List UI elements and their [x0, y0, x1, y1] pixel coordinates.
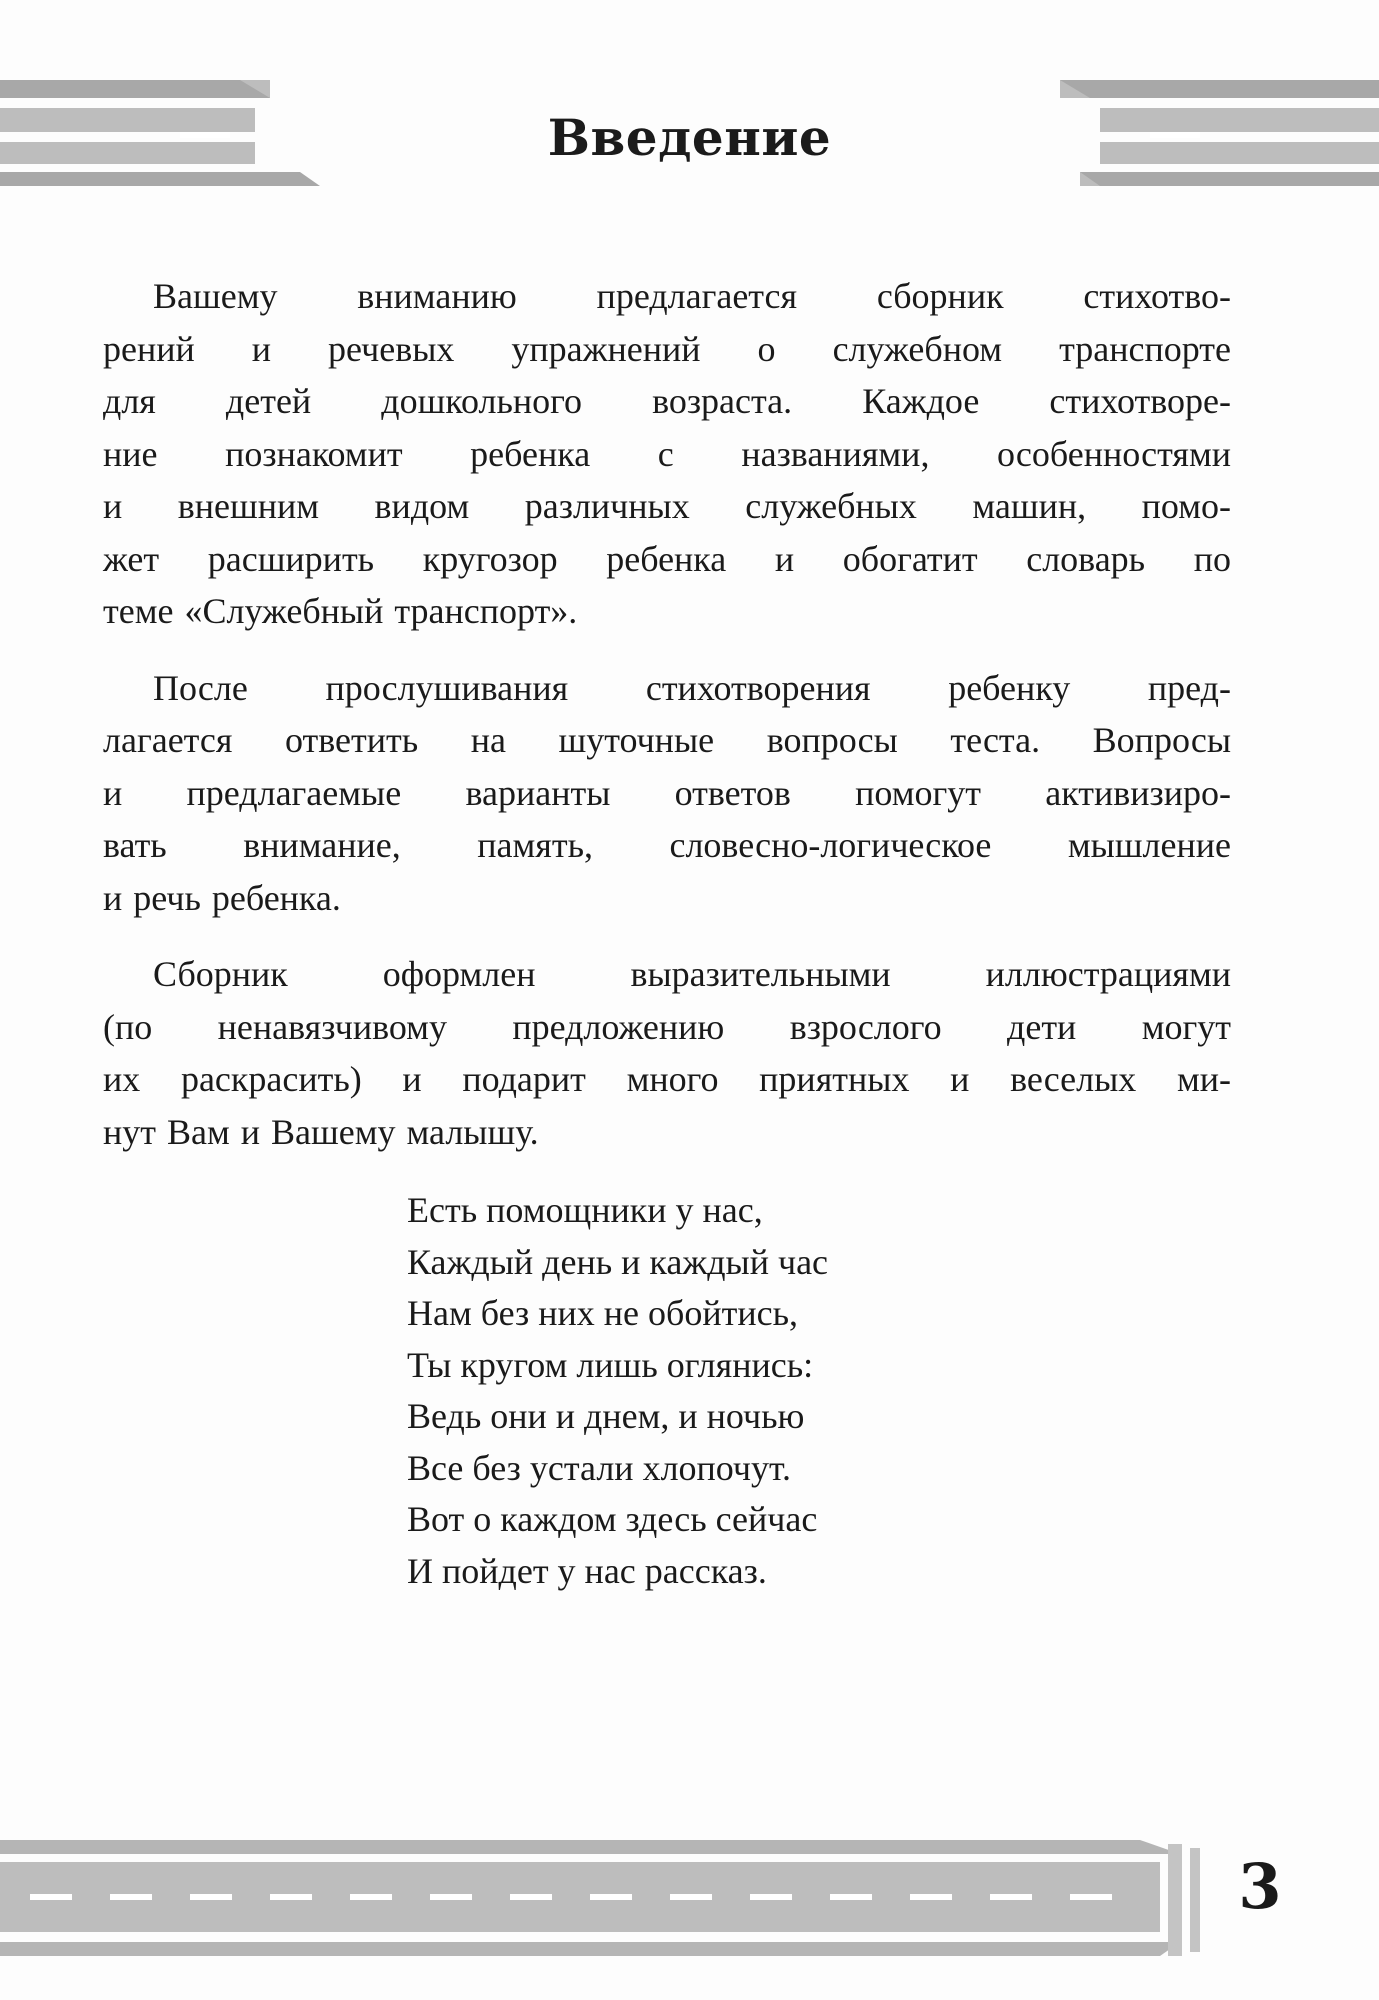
paragraph-line: После прослушивания стихотворения ребенку пред- — [153, 667, 1231, 708]
footer-stripe-bottom — [0, 1942, 1180, 1956]
paragraph-line: лагается ответить на шуточные вопросы теста. Вопросы — [103, 720, 1231, 760]
paragraph-2 — [103, 662, 1231, 925]
footer-stripes — [0, 1838, 1379, 1968]
paragraph-line: Вашему вниманию предлагается сборник стихотво- — [153, 276, 1231, 316]
header-left-stripe-bottom — [0, 172, 320, 186]
paragraph-line: рений и речевых упражнений о служебном транспорте — [103, 328, 1231, 369]
paragraph-line: нут Вам и Вашему малышу. — [103, 1111, 539, 1152]
footer-road-band — [0, 1862, 1160, 1932]
poem-line: Каждый день и каждый час — [407, 1241, 829, 1282]
poem-line: Есть помощники у нас, — [407, 1190, 763, 1230]
paragraph-line: и предлагаемые варианты ответов помогут активизиро- — [103, 772, 1231, 813]
paragraph-line: для детей дошкольного возраста. Каждое стихотворе- — [103, 381, 1231, 421]
page-title: Введение — [547, 108, 832, 167]
paragraph-line: ние познакомит ребенка с названиями, особенностями — [103, 433, 1231, 474]
paragraph-line: Сборник оформлен выразительными иллюстрациями — [153, 954, 1231, 994]
page-number: 3 — [1238, 1850, 1282, 1923]
poem — [407, 1185, 1107, 1597]
paragraph-1 — [103, 270, 1231, 638]
header-left-stripe-top — [0, 80, 270, 98]
intro-text — [103, 270, 1231, 1182]
footer-stripe-top — [0, 1840, 1180, 1854]
paragraph-line: (по ненавязчивому предложению взрослого дети могут — [103, 1006, 1231, 1047]
paragraph-3 — [103, 948, 1231, 1158]
paragraph-line: вать внимание, память, словесно-логическое мышление — [103, 825, 1231, 865]
paragraph-line: жет расширить кругозор ребенка и обогатит словарь по — [103, 538, 1231, 579]
header-right-stripe-bottom — [1080, 172, 1379, 186]
paragraph-line: теме «Служебный транспорт». — [103, 591, 578, 631]
poem-line: Нам без них не обойтись, — [407, 1293, 798, 1333]
header-right-stripe-top — [1060, 80, 1379, 98]
footer-end-bars — [1168, 1844, 1200, 1956]
poem-line: И пойдет у нас рассказ. — [407, 1550, 767, 1591]
paragraph-line: их раскрасить) и подарит много приятных и веселых ми- — [103, 1059, 1231, 1099]
footer-decoration — [0, 1838, 1379, 1968]
paragraph-line: и речь ребенка. — [103, 877, 341, 918]
paragraph-line: и внешним видом различных служебных машин, помо- — [103, 486, 1231, 526]
poem-line: Все без устали хлопочут. — [407, 1447, 791, 1488]
poem-line: Вот о каждом здесь сейчас — [407, 1499, 818, 1539]
poem-line: Ведь они и днем, и ночью — [407, 1396, 805, 1436]
poem-line: Ты кругом лишь оглянись: — [407, 1344, 814, 1385]
